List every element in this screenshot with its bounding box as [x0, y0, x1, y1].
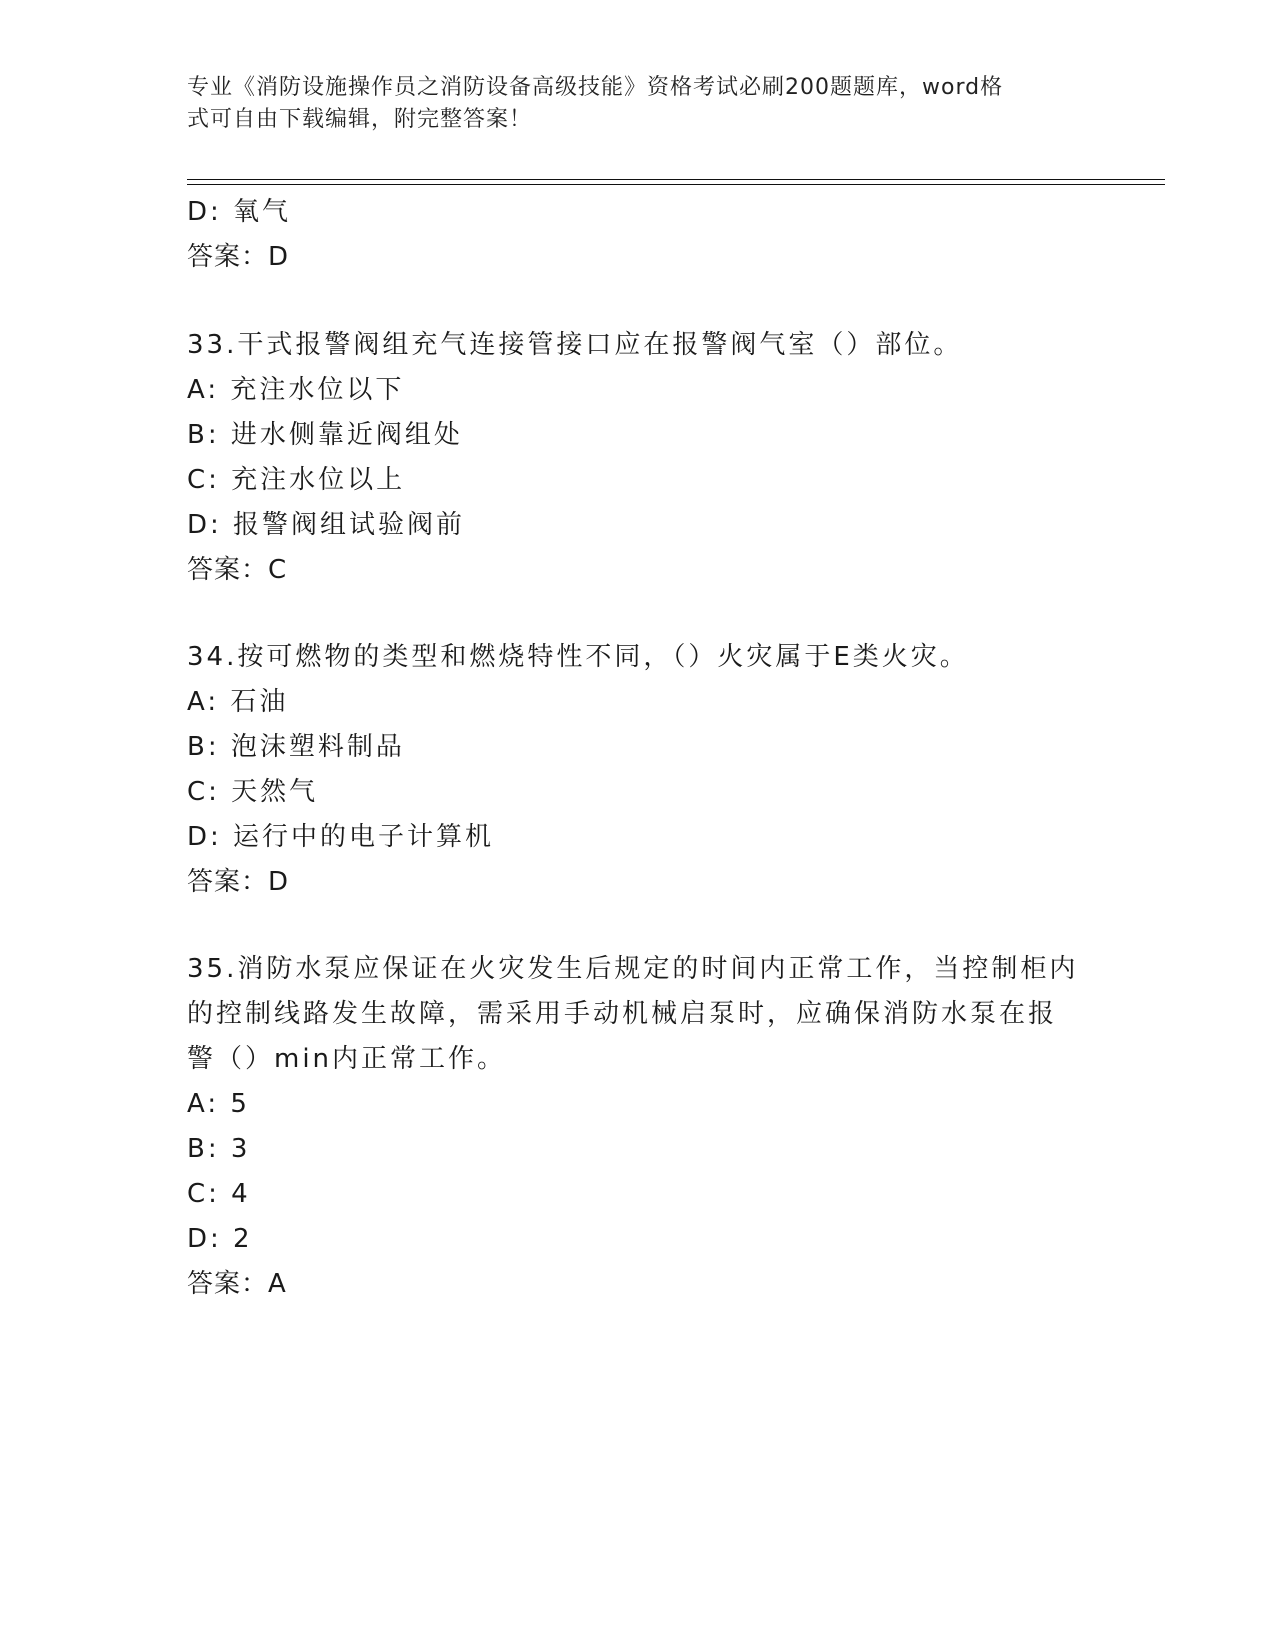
question-stem-line-1: 35.消防水泵应保证在火灾发生后规定的时间内正常工作，当控制柜内: [187, 954, 1079, 984]
question-stem: 34.按可燃物的类型和燃烧特性不同，（）火灾属于E类火灾。: [187, 642, 969, 672]
answer: 答案：A: [187, 1269, 287, 1299]
option-d: D: 报警阀组试验阀前: [187, 510, 466, 540]
answer: 答案：D: [187, 867, 290, 897]
question-34: [187, 635, 1087, 905]
option-a: A: 5: [187, 1089, 250, 1119]
question-32-tail: [187, 190, 1087, 280]
option-a: A: 充注水位以下: [187, 375, 405, 405]
option-d: D: 运行中的电子计算机: [187, 822, 495, 852]
header-line-2: 式可自由下载编辑，附完整答案！: [187, 107, 533, 132]
header-line-1: 专业《消防设施操作员之消防设备高级技能》资格考试必刷200题题库，word格: [187, 75, 1004, 100]
option-d: D: 氧气: [187, 197, 292, 227]
question-stem-line-2: 的控制线路发生故障，需采用手动机械启泵时，应确保消防水泵在报: [187, 999, 1058, 1029]
question-stem: 33.干式报警阀组充气连接管接口应在报警阀气室（）部位。: [187, 330, 963, 360]
answer: 答案：D: [187, 242, 290, 272]
option-b: B: 进水侧靠近阀组处: [187, 420, 463, 450]
question-stem: [187, 947, 1087, 1082]
option-a: A: 石油: [187, 687, 289, 717]
option-c: C: 充注水位以上: [187, 465, 406, 495]
option-b: B: 泡沫塑料制品: [187, 732, 405, 762]
answer: 答案：C: [187, 555, 288, 585]
option-d: D: 2: [187, 1224, 253, 1254]
option-b: B: 3: [187, 1134, 251, 1164]
header-rule-bottom: [187, 184, 1165, 185]
question-stem-line-3: 警（）min内正常工作。: [187, 1044, 507, 1074]
question-33: [187, 323, 1087, 593]
header-rule-top: [187, 179, 1165, 180]
question-35: [187, 947, 1087, 1307]
option-c: C: 4: [187, 1179, 251, 1209]
document-header: [187, 72, 1087, 136]
option-c: C: 天然气: [187, 777, 319, 807]
question-list: [187, 190, 1087, 1307]
